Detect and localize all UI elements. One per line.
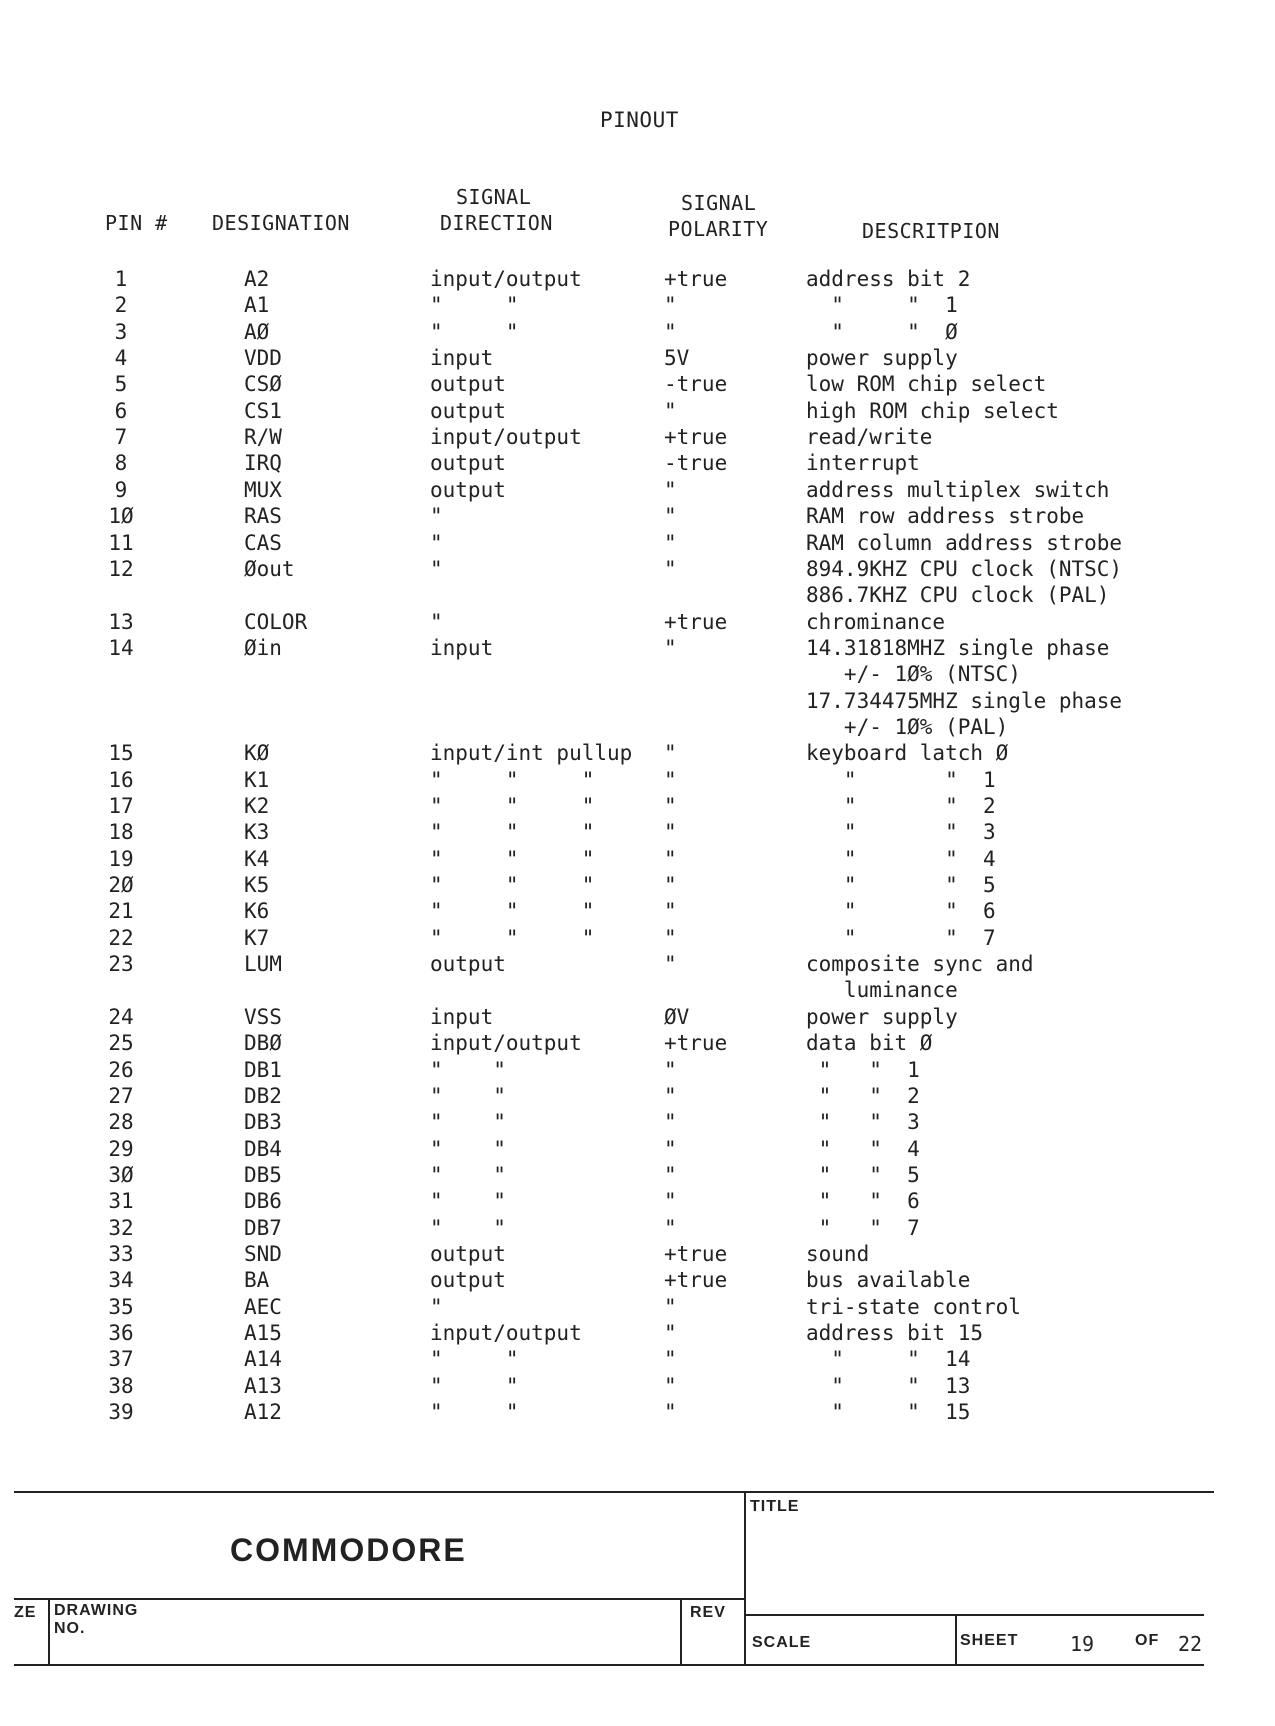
pin-cell: 36 [108, 1321, 134, 1345]
description-cell: power supply [806, 346, 958, 371]
direction-cell: output [430, 451, 506, 476]
direction-cell: input/int pullup [430, 741, 633, 766]
designation-cell: BA [244, 1268, 270, 1293]
table-row [0, 925, 1275, 952]
designation-cell: DB7 [244, 1215, 282, 1240]
polarity-cell: 5V [664, 346, 690, 371]
polarity-cell: +true [664, 1031, 728, 1056]
direction-cell: " " " [430, 846, 595, 871]
table-row [0, 477, 1275, 504]
table-row [0, 319, 1275, 346]
pin-cell: 26 [108, 1057, 134, 1082]
description-cell: 886.7KHZ CPU clock (PAL) [806, 583, 1110, 608]
pin-cell: 16 [108, 767, 134, 792]
pin-cell: 4 [114, 346, 128, 371]
table-row [0, 1267, 1275, 1294]
direction-cell: " " [430, 1215, 506, 1240]
pin-cell: 17 [108, 794, 134, 818]
pin-cell: 11 [108, 530, 134, 555]
table-row [0, 424, 1275, 451]
table-row [0, 609, 1275, 636]
direction-cell: " " [430, 1162, 506, 1187]
description-cell: 17.734475MHZ single phase [806, 688, 1123, 713]
table-row [0, 714, 1275, 741]
polarity-cell: " [664, 477, 677, 502]
direction-cell: " " " [430, 794, 595, 818]
header-designation: DESIGNATION [212, 211, 350, 235]
direction-cell: " " [430, 1400, 519, 1425]
table-row [0, 872, 1275, 899]
direction-cell: " " [430, 1083, 506, 1108]
table-row [0, 977, 1275, 1004]
table-row [0, 635, 1275, 662]
description-cell: " " Ø [806, 319, 958, 344]
description-cell: " " 2 [806, 1083, 920, 1108]
polarity-cell: " [664, 556, 677, 581]
description-cell: address multiplex switch [806, 477, 1110, 502]
table-row [0, 1320, 1275, 1347]
description-cell: " " 2 [806, 794, 996, 818]
designation-cell: K5 [244, 873, 270, 898]
direction-cell: output [430, 1241, 506, 1266]
drawing-no-label: DRAWING NO. [54, 1602, 139, 1637]
polarity-cell: " [664, 1162, 677, 1187]
polarity-cell: " [664, 767, 677, 792]
designation-cell: A13 [244, 1373, 282, 1398]
description-cell: " " 3 [806, 1110, 920, 1135]
polarity-cell: " [664, 1189, 677, 1214]
description-cell: " " 4 [806, 846, 996, 871]
designation-cell: K4 [244, 846, 270, 871]
pin-cell: 32 [108, 1215, 134, 1240]
pin-cell: 18 [108, 820, 134, 845]
pin-cell: 27 [108, 1083, 134, 1108]
pin-cell: 14 [108, 635, 134, 660]
header-pin: PIN # [105, 211, 168, 235]
description-cell: address bit 15 [806, 1321, 984, 1345]
table-row [0, 898, 1275, 925]
pin-cell: 2Ø [108, 873, 134, 898]
description-cell: composite sync and [806, 952, 1034, 977]
table-row [0, 503, 1275, 530]
description-cell: power supply [806, 1004, 958, 1029]
polarity-cell: -true [664, 372, 728, 397]
description-cell: " " 1 [806, 293, 958, 318]
designation-cell: A12 [244, 1400, 282, 1425]
polarity-cell: " [664, 1110, 677, 1135]
direction-cell: " " " [430, 899, 595, 924]
table-row [0, 1373, 1275, 1400]
table-row [0, 740, 1275, 767]
table-row [0, 1215, 1275, 1242]
pin-cell: 28 [108, 1110, 134, 1135]
direction-cell: input [430, 635, 494, 660]
polarity-cell: " [664, 741, 677, 766]
table-row [0, 371, 1275, 398]
direction-cell: " " [430, 1373, 519, 1398]
description-cell: 894.9KHZ CPU clock (NTSC) [806, 556, 1123, 581]
table-row [0, 1136, 1275, 1163]
designation-cell: COLOR [244, 609, 308, 634]
table-row [0, 530, 1275, 557]
designation-cell: VSS [244, 1004, 282, 1029]
direction-cell: input [430, 346, 494, 371]
pin-cell: 35 [108, 1294, 134, 1319]
table-row [0, 266, 1275, 293]
table-row [0, 1399, 1275, 1426]
description-cell: data bit Ø [806, 1031, 933, 1056]
table-row [0, 1188, 1275, 1215]
header-signal-direction-line1: SIGNAL [456, 185, 532, 209]
of-label: OF [1135, 1632, 1160, 1649]
designation-cell: DB3 [244, 1110, 282, 1135]
table-row [0, 1241, 1275, 1268]
direction-cell: " " " [430, 873, 595, 898]
table-row [0, 582, 1275, 609]
description-cell: interrupt [806, 451, 920, 476]
polarity-cell: " [664, 1294, 677, 1319]
direction-cell: " " " [430, 925, 595, 950]
designation-cell: K2 [244, 794, 270, 818]
polarity-cell: +true [664, 1241, 728, 1266]
description-cell: address bit 2 [806, 267, 971, 291]
table-row [0, 951, 1275, 978]
pin-cell: 3Ø [108, 1162, 134, 1187]
polarity-cell: " [664, 398, 677, 423]
direction-cell: input/output [430, 1321, 582, 1345]
pin-cell: 25 [108, 1031, 134, 1056]
table-row [0, 767, 1275, 794]
pin-cell: 15 [108, 741, 134, 766]
designation-cell: Øout [244, 556, 295, 581]
table-row [0, 556, 1275, 583]
description-cell: " " 6 [806, 899, 996, 924]
direction-cell: " " [430, 1057, 506, 1082]
designation-cell: K7 [244, 925, 270, 950]
description-cell: " " 1 [806, 1057, 920, 1082]
direction-cell: " " [430, 1110, 506, 1135]
designation-cell: KØ [244, 741, 270, 766]
description-cell: " " 7 [806, 1215, 920, 1240]
designation-cell: RAS [244, 504, 282, 529]
designation-cell: DB4 [244, 1136, 282, 1161]
description-cell: " " 6 [806, 1189, 920, 1214]
designation-cell: K3 [244, 820, 270, 845]
description-cell: tri-state control [806, 1294, 1021, 1319]
table-row [0, 819, 1275, 846]
scale-label: SCALE [752, 1634, 812, 1651]
direction-cell: " " [430, 293, 519, 318]
table-row [0, 450, 1275, 477]
pin-cell: 2 [114, 293, 128, 318]
table-row [0, 793, 1275, 820]
direction-cell: " " " [430, 767, 595, 792]
polarity-cell: " [664, 1136, 677, 1161]
sheet-label: SHEET [960, 1632, 1019, 1649]
direction-cell: " " [430, 1136, 506, 1161]
pin-cell: 34 [108, 1268, 134, 1293]
description-cell: high ROM chip select [806, 398, 1059, 423]
pin-cell: 1 [114, 267, 128, 291]
description-cell: " " 4 [806, 1136, 920, 1161]
pin-cell: 12 [108, 556, 134, 581]
direction-cell: " [430, 504, 443, 529]
pin-cell: 21 [108, 899, 134, 924]
polarity-cell: " [664, 873, 677, 898]
designation-cell: Øin [244, 635, 282, 660]
polarity-cell: " [664, 530, 677, 555]
description-cell: RAM row address strobe [806, 504, 1085, 529]
polarity-cell: " [664, 820, 677, 845]
designation-cell: AØ [244, 319, 270, 344]
designation-cell: AEC [244, 1294, 282, 1319]
polarity-cell: " [664, 504, 677, 529]
description-cell: luminance [806, 978, 958, 1003]
pin-cell: 1Ø [108, 504, 134, 529]
description-cell: " " 13 [806, 1373, 971, 1398]
designation-cell: A15 [244, 1321, 282, 1345]
description-cell: keyboard latch Ø [806, 741, 1009, 766]
direction-cell: input/output [430, 267, 582, 291]
pin-cell: 3 [114, 319, 128, 344]
polarity-cell: -true [664, 451, 728, 476]
table-row [0, 345, 1275, 372]
polarity-cell: " [664, 794, 677, 818]
table-row [0, 688, 1275, 715]
title-label: TITLE [750, 1498, 800, 1515]
table-row [0, 846, 1275, 873]
sheet-number: 19 [1070, 1632, 1095, 1656]
polarity-cell: " [664, 293, 677, 318]
polarity-cell: " [664, 899, 677, 924]
table-row [0, 1004, 1275, 1031]
direction-cell: output [430, 952, 506, 977]
description-cell: " " 1 [806, 767, 996, 792]
direction-cell: input [430, 1004, 494, 1029]
designation-cell: IRQ [244, 451, 282, 476]
description-cell: read/write [806, 425, 933, 450]
designation-cell: A2 [244, 267, 270, 291]
table-row [0, 1057, 1275, 1084]
description-cell: " " 5 [806, 873, 996, 898]
description-cell: " " 15 [806, 1400, 971, 1425]
pin-cell: 5 [114, 372, 128, 397]
description-cell: " " 5 [806, 1162, 920, 1187]
pin-cell: 33 [108, 1241, 134, 1266]
direction-cell: " " " [430, 820, 595, 845]
direction-cell: " [430, 1294, 443, 1319]
polarity-cell: " [664, 846, 677, 871]
pin-cell: 38 [108, 1373, 134, 1398]
polarity-cell: +true [664, 425, 728, 450]
designation-cell: CS1 [244, 398, 282, 423]
polarity-cell: " [664, 1057, 677, 1082]
designation-cell: MUX [244, 477, 282, 502]
polarity-cell: " [664, 319, 677, 344]
description-cell: +/- 1Ø% (PAL) [806, 714, 1009, 739]
direction-cell: " " [430, 319, 519, 344]
total-sheets: 22 [1178, 1632, 1203, 1656]
polarity-cell: +true [664, 609, 728, 634]
direction-cell: " [430, 530, 443, 555]
description-cell: sound [806, 1241, 870, 1266]
polarity-cell: " [664, 1400, 677, 1425]
table-row [0, 1162, 1275, 1189]
direction-cell: " [430, 556, 443, 581]
direction-cell: " " [430, 1189, 506, 1214]
pin-cell: 39 [108, 1400, 134, 1425]
pin-cell: 6 [114, 398, 128, 423]
rev-label: REV [690, 1604, 726, 1621]
description-cell: +/- 1Ø% (NTSC) [806, 662, 1021, 687]
table-row [0, 292, 1275, 319]
description-cell: 14.31818MHZ single phase [806, 635, 1110, 660]
direction-cell: output [430, 398, 506, 423]
direction-cell: output [430, 477, 506, 502]
designation-cell: A1 [244, 293, 270, 318]
pin-cell: 22 [108, 925, 134, 950]
designation-cell: DBØ [244, 1031, 282, 1056]
pin-cell: 9 [114, 477, 128, 502]
direction-cell: " [430, 609, 443, 634]
table-row [0, 1346, 1275, 1373]
direction-cell: output [430, 1268, 506, 1293]
polarity-cell: +true [664, 1268, 728, 1293]
table-row [0, 398, 1275, 425]
pin-cell: 8 [114, 451, 128, 476]
header-description: DESCRITPION [862, 219, 1000, 243]
designation-cell: VDD [244, 346, 282, 371]
page-title: PINOUT [600, 108, 679, 132]
table-row [0, 1294, 1275, 1321]
table-row [0, 661, 1275, 688]
designation-cell: CSØ [244, 372, 282, 397]
polarity-cell: " [664, 952, 677, 977]
polarity-cell: " [664, 1373, 677, 1398]
designation-cell: CAS [244, 530, 282, 555]
pin-cell: 7 [114, 425, 128, 450]
polarity-cell: " [664, 1083, 677, 1108]
polarity-cell: " [664, 1347, 677, 1372]
polarity-cell: " [664, 635, 677, 660]
header-signal-polarity-line1: SIGNAL [681, 191, 757, 215]
description-cell: " " 14 [806, 1347, 971, 1372]
designation-cell: K6 [244, 899, 270, 924]
description-cell: RAM column address strobe [806, 530, 1123, 555]
direction-cell: " " [430, 1347, 519, 1372]
polarity-cell: " [664, 925, 677, 950]
designation-cell: A14 [244, 1347, 282, 1372]
description-cell: " " 3 [806, 820, 996, 845]
description-cell: low ROM chip select [806, 372, 1047, 397]
table-row [0, 1109, 1275, 1136]
header-signal-direction-line2: DIRECTION [440, 211, 553, 235]
pin-cell: 23 [108, 952, 134, 977]
header-signal-polarity-line2: POLARITY [668, 217, 769, 241]
description-cell: " " 7 [806, 925, 996, 950]
polarity-cell: " [664, 1215, 677, 1240]
description-cell: bus available [806, 1268, 971, 1293]
table-row [0, 1083, 1275, 1110]
pin-cell: 19 [108, 846, 134, 871]
designation-cell: K1 [244, 767, 270, 792]
designation-cell: DB1 [244, 1057, 282, 1082]
designation-cell: DB6 [244, 1189, 282, 1214]
size-label: ZE [14, 1604, 37, 1621]
table-row [0, 1030, 1275, 1057]
polarity-cell: " [664, 1321, 677, 1345]
designation-cell: R/W [244, 425, 282, 450]
designation-cell: LUM [244, 952, 282, 977]
description-cell: chrominance [806, 609, 946, 634]
pin-cell: 37 [108, 1347, 134, 1372]
direction-cell: output [430, 372, 506, 397]
polarity-cell: ØV [664, 1004, 690, 1029]
polarity-cell: +true [664, 267, 728, 291]
designation-cell: DB5 [244, 1162, 282, 1187]
pin-cell: 13 [108, 609, 134, 634]
direction-cell: input/output [430, 425, 582, 450]
direction-cell: input/output [430, 1031, 582, 1056]
company-name: COMMODORE [230, 1532, 467, 1568]
designation-cell: DB2 [244, 1083, 282, 1108]
pin-cell: 24 [108, 1004, 134, 1029]
pin-cell: 29 [108, 1136, 134, 1161]
pin-cell: 31 [108, 1189, 134, 1214]
designation-cell: SND [244, 1241, 282, 1266]
